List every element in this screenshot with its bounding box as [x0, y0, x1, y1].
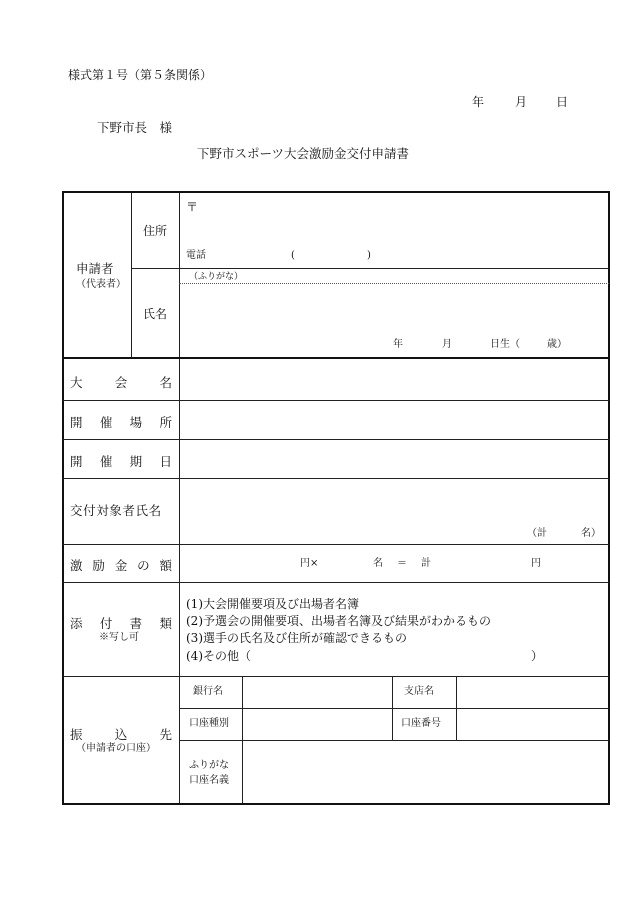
phone-paren-close: ) — [367, 250, 371, 261]
amount-yen: 円 — [531, 558, 541, 569]
birth-day-label: 日生（ — [490, 339, 520, 350]
bank-transfer-label: 振 込 先 — [70, 727, 172, 742]
applicant-label: 申請者 — [76, 261, 114, 276]
tournament-name-label: 大 会 名 — [70, 375, 172, 390]
account-type-label: 口座種別 — [189, 718, 229, 729]
holder-name-label: 口座名義 — [189, 775, 229, 786]
birth-month-label: 月 — [442, 339, 452, 350]
attachment-item-3: (3)選手の氏名及び住所が確認できるもの — [186, 631, 407, 645]
date-day-label: 日 — [556, 95, 569, 109]
dates-label: 開 催 期 日 — [70, 454, 172, 469]
applicant-sublabel: （代表者） — [76, 279, 126, 290]
birth-year-label: 年 — [393, 339, 403, 350]
amount-yen-times: 円× — [300, 558, 319, 569]
attachments-label: 添 付 書 類 — [70, 616, 172, 631]
attachment-item-4: (4)その他（ — [186, 649, 251, 663]
address-label: 住所 — [143, 224, 168, 238]
form-title: 下野市スポーツ大会激励金交付申請書 — [197, 146, 410, 161]
branch-name-label: 支店名 — [404, 686, 434, 697]
date-month-label: 月 — [515, 95, 528, 109]
phone-paren-open: ( — [291, 250, 295, 261]
amount-people: 名 — [373, 558, 383, 569]
furigana-label: （ふりがな） — [189, 272, 244, 282]
addressee: 下野市長 様 — [97, 120, 173, 135]
bank-name-label: 銀行名 — [193, 686, 223, 697]
attachment-other-close: ） — [531, 649, 544, 663]
bank-transfer-sublabel: （申請者の口座） — [76, 743, 156, 754]
attachment-item-2: (2)予選会の開催要項、出場者名簿及び結果がわかるもの — [186, 614, 492, 628]
holder-furigana-label: ふりがな — [189, 760, 229, 771]
attachment-item-1: (1)大会開催要項及び出場者名簿 — [186, 597, 359, 611]
amount-label: 激 励 金 の 額 — [70, 558, 172, 573]
phone-label: 電話 — [186, 250, 206, 261]
age-label: 歳） — [547, 339, 567, 350]
form-number: 様式第１号（第５条関係） — [68, 68, 213, 82]
amount-total: 計 — [421, 558, 431, 569]
name-label: 氏名 — [143, 307, 168, 321]
recipients-total-close: 名） — [581, 528, 601, 539]
amount-equals: ＝ — [397, 558, 407, 569]
recipients-label: 交付対象者氏名 — [70, 503, 162, 518]
attachments-note: ※写し可 — [99, 632, 139, 643]
recipients-total-open: （計 — [527, 528, 547, 539]
date-year-label: 年 — [472, 95, 485, 109]
venue-label: 開 催 場 所 — [70, 415, 172, 430]
account-number-label: 口座番号 — [401, 718, 441, 729]
postal-mark: 〒 — [186, 200, 199, 214]
